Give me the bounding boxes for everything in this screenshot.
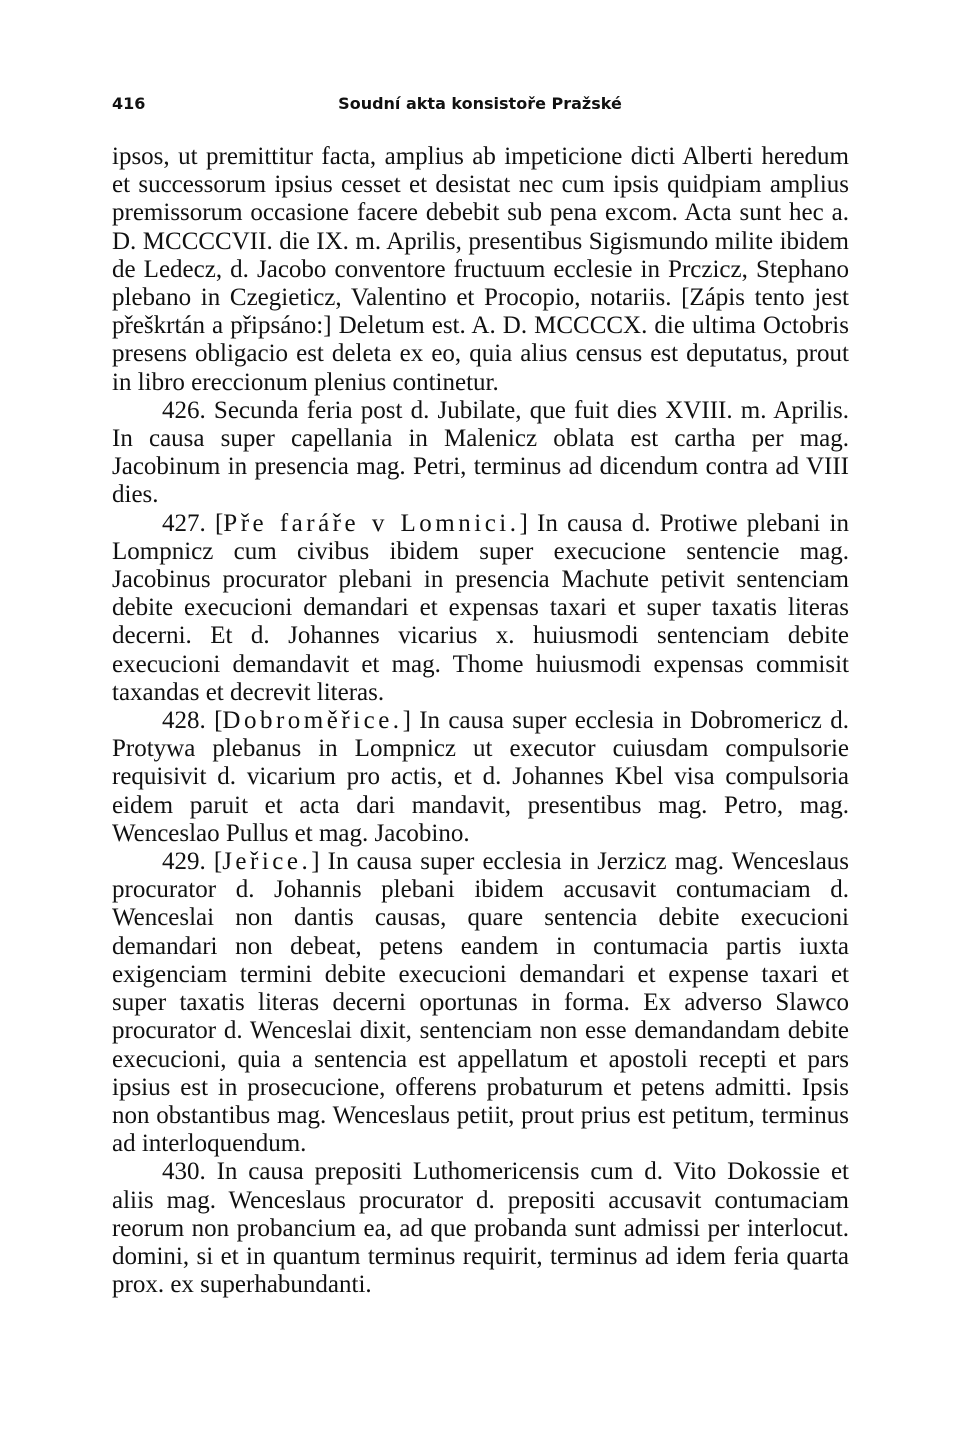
- entry-text: In causa d. Protiwe plebani in Lompnicz cum civibus ibidem super execucione sentencie mag. Jacobinus procurator plebani in presencia Machute petivit sentenciam debite execucioni demandari et expensas taxari et super taxatis literas decerni. Et d. Johannes vicarius x. huiusmodi sentenciam debite execucioni demandavit et mag. Thome huiusmodi expensas commisit taxandas et decrevit literas.: [112, 509, 849, 706]
- entry-text: Secunda feria post d. Jubilate, que fuit dies XVIII. m. Aprilis. In causa super capellania in Malenicz oblata est cartha per mag. Jacobinum in presencia mag. Petri, terminus ad dicendum contra ad VIII dies.: [112, 396, 849, 509]
- body-text: [112, 143, 849, 1299]
- entry-number: 430.: [162, 1158, 206, 1186]
- entry-429: 429. [Jeřice.] In causa super ecclesia in Jerzicz mag. Wenceslaus procurator d. Johannis plebani ibidem accusavit contumaciam d. Wenceslai non dantis causas, quare sentencia debite execucioni demandari non debeat, petens eandem in contumacia partis iuxta exigenciam termini debite execucioni demandari et expense taxari et super taxatis literas decerni oportunas in forma. Ex adverso Slawco procurator d. Wenceslai dixit, sentenciam non esse demandandam debite execucioni, quia a sentencia est appellatum et apostoli recepti et pars ipsius est in prosecucione, offerens probaturum et petens admitti. Ipsis non obstantibus mag. Wenceslaus petiit, prout prius est petitum, terminus ad interloquendum.: [112, 848, 850, 1158]
- running-head: [112, 92, 848, 116]
- running-title: Soudní akta konsistoře Pražské: [338, 94, 622, 113]
- entry-heading: Pře faráře v Lomnici.: [223, 509, 520, 537]
- entry-heading: Dobroměřice.: [222, 707, 403, 735]
- entry-430: [112, 1158, 849, 1299]
- entry-text: In causa prepositi Luthomericensis cum d. Vito Dokossie et aliis mag. Wenceslaus procurator d. prepositi accusavit contumaciam reorum non probancium ea, ad que probanda sunt admissi per interlocut. domini, si et in quantum terminus requirit, terminus ad idem feria quarta prox. ex superhabundanti.: [112, 1158, 849, 1299]
- entry-number: 427.: [162, 509, 206, 537]
- entry-427: 427. [Pře faráře v Lomnici.] In causa d. Protiwe plebani in Lompnicz cum civibus ibidem super execucione sentencie mag. Jacobinus procurator plebani in presencia Machute petivit sentenciam debite execucioni demandari et expensas taxari et super taxatis literas decerni. Et d. Johannes vicarius x. huiusmodi sentenciam debite execucioni demandavit et mag. Thome huiusmodi expensas commisit taxandas et decrevit literas.: [112, 509, 849, 706]
- entry-428: 428. [Dobroměřice.] In causa super ecclesia in Dobromericz d. Protywa plebanus in Lompnicz ut executor cuiusdam compulsorie requisivit d. vicarium pro actis, et d. Johannes Kbel visa compulsoria eidem paruit et acta dari mandavit, presentibus mag. Petro, mag. Wenceslao Pullus et mag. Jacobino.: [112, 707, 849, 847]
- entry-number: 429.: [162, 848, 206, 876]
- paragraph-continued: [112, 143, 849, 397]
- entry-text: In causa super ecclesia in Jerzicz mag. Wenceslaus procurator d. Johannis plebani ibidem accusavit contumaciam d. Wenceslai non dantis causas, quare sentencia debite execucioni demandari non debeat, petens eandem in contumacia partis iuxta exigenciam termini debite execucioni demandari et expense taxari et super taxatis literas decerni oportunas in forma. Ex adverso Slawco procurator d. Wenceslai dixit, sentenciam non esse demandandam debite execucioni, quia a sentencia est appellatum et apostoli recepti et pars ipsius est in prosecucione, offerens probaturum et petens admitti. Ipsis non obstantibus mag. Wenceslaus petiit, prout prius est petitum, terminus ad interloquendum.: [112, 848, 850, 1158]
- entry-heading: Jeřice.: [222, 848, 312, 876]
- entry-426: [112, 397, 849, 510]
- entry-text: In causa super ecclesia in Dobromericz d. Protywa plebanus in Lompnicz ut executor cuiusdam compulsorie requisivit d. vicarium pro actis, et d. Johannes Kbel visa compulsoria eidem paruit et acta dari mandavit, presentibus mag. Petro, mag. Wenceslao Pullus et mag. Jacobino.: [112, 707, 849, 847]
- entry-number: 426.: [162, 396, 206, 424]
- entry-number: 428.: [162, 707, 206, 735]
- paragraph-text: ipsos, ut premittitur facta, amplius ab impeticione dicti Alberti heredum et successorum ipsius cesset et desistat nec cum ipsis quidpiam amplius premissorum occasione facere debebit sub pena excom. Acta sunt hec a. D. MCCCCVII. die IX. m. Aprilis, presentibus Sigismundo milite ibidem de Ledecz, d. Jacobo conventore fructuum ecclesie in Prczicz, Stephano plebano in Czegieticz, Valentino et Procopio, notariis. [Zápis tento jest přeškrtán a připsáno:] Deletum est. A. D. MCCCCX. die ultima Octobris presens obligacio est deleta ex eo, quia alius census est deputatus, prout in libro ereccionum plenius continetur.: [112, 143, 849, 396]
- page-number: 416: [112, 94, 146, 113]
